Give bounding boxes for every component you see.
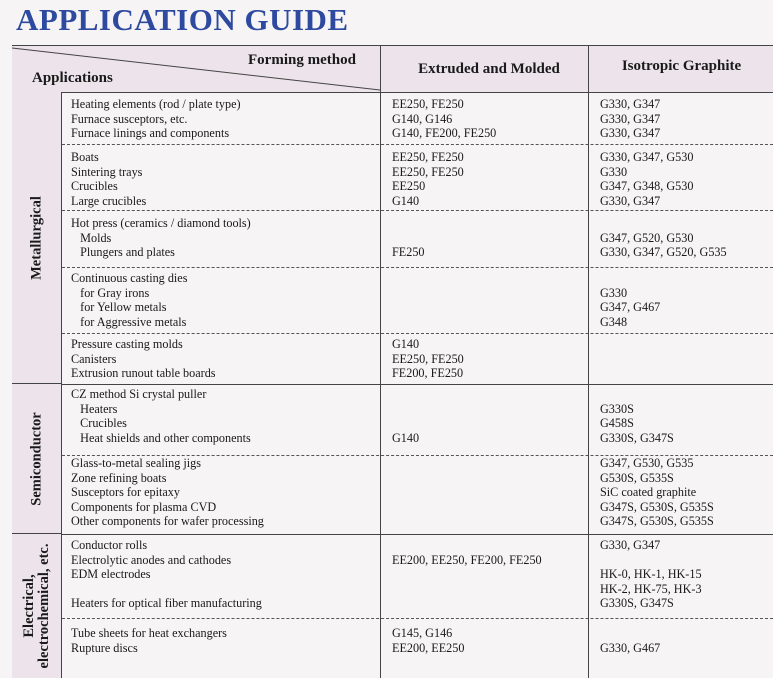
- cell-line: Continuous casting dies: [71, 271, 188, 285]
- table-cell-app: [71, 456, 264, 529]
- cell-line: G347, G520, G530: [600, 230, 694, 245]
- cell-line: Heat shields and other components: [71, 430, 251, 445]
- table-cell-app: [71, 271, 187, 329]
- cell-line: Extrusion runout table boards: [71, 366, 216, 381]
- header-forming-method: Forming method: [248, 52, 356, 68]
- cell-line: Tube sheets for heat exchangers: [71, 626, 227, 640]
- cell-line: Components for plasma CVD: [71, 499, 217, 514]
- cell-line: EE250: [392, 179, 426, 194]
- cell-line: G330, G347, G530: [600, 150, 694, 164]
- application-table: [12, 45, 773, 678]
- cell-line: G347S, G530S, G535S: [600, 514, 714, 529]
- cell-line: EDM electrodes: [71, 567, 151, 582]
- cell-line: [392, 567, 542, 582]
- table-cell-iso: [600, 538, 702, 611]
- header-extruded-molded: Extruded and Molded: [418, 61, 560, 77]
- cell-line: [392, 416, 419, 431]
- cell-line: FE250: [392, 245, 425, 260]
- cell-line: [600, 626, 660, 641]
- cell-line: G330, G347, G520, G535: [600, 245, 727, 260]
- cell-line: [71, 582, 262, 597]
- table-cell-ext: [392, 387, 419, 445]
- cell-line: Rupture discs: [71, 640, 138, 655]
- cell-line: HK-2, HK-75, HK-3: [600, 581, 702, 596]
- group-separator: [62, 384, 773, 385]
- cell-line: for Yellow metals: [71, 300, 167, 315]
- cell-line: G140: [392, 337, 420, 351]
- category-label: Semiconductor: [28, 411, 44, 506]
- cell-line: Boats: [71, 150, 99, 164]
- category-electrical: [12, 534, 62, 678]
- row-separator: [62, 267, 773, 268]
- row-separator: [62, 144, 773, 145]
- table-cell-iso: [600, 216, 727, 260]
- cell-line: Furnace linings and components: [71, 126, 230, 141]
- cell-line: [392, 596, 542, 611]
- cell-line: Sintering trays: [71, 164, 143, 179]
- table-cell-ext: [392, 216, 425, 260]
- table-cell-iso: [600, 387, 674, 445]
- cell-line: G140: [392, 193, 420, 208]
- cell-line: G140, G146: [392, 111, 453, 126]
- cell-line: [392, 402, 419, 417]
- cell-line: [392, 231, 425, 246]
- cell-line: Crucibles: [71, 179, 118, 194]
- table-cell-app: [71, 626, 227, 655]
- cell-line: [600, 216, 727, 231]
- table-cell-ext: [392, 538, 542, 611]
- cell-line: for Gray irons: [71, 285, 150, 300]
- cell-line: Heating elements (rod / plate type): [71, 97, 241, 111]
- table-cell-ext: [392, 337, 464, 381]
- header-isotropic-graphite: Isotropic Graphite: [621, 58, 742, 74]
- cell-line: EE200, EE250, FE200, FE250: [392, 552, 542, 567]
- table-cell-ext: [392, 97, 496, 141]
- cell-line: [392, 387, 419, 402]
- cell-line: Hot press (ceramics / diamond tools): [71, 216, 251, 230]
- column-divider: [380, 46, 381, 678]
- cell-line: Heaters: [71, 401, 118, 416]
- cell-line: G330S, G347S: [600, 596, 674, 611]
- cell-line: Conductor rolls: [71, 538, 148, 552]
- cell-line: for Aggressive metals: [71, 314, 187, 329]
- table-cell-app: [71, 216, 251, 260]
- row-separator: [62, 333, 773, 334]
- cell-line: [600, 553, 702, 568]
- cell-line: Other components for wafer processing: [71, 514, 264, 529]
- cell-line: G458S: [600, 416, 634, 431]
- row-separator: [62, 210, 773, 211]
- cell-line: [600, 387, 674, 402]
- cell-line: Furnace susceptors, etc.: [71, 111, 188, 126]
- cell-line: EE250, FE250: [392, 150, 464, 164]
- row-separator: [62, 618, 773, 619]
- cell-line: EE250, FE250: [392, 97, 464, 111]
- table-cell-app: [71, 97, 241, 141]
- cell-line: [600, 271, 660, 286]
- page-title: APPLICATION GUIDE: [16, 2, 349, 37]
- cell-line: G347, G467: [600, 300, 661, 315]
- cell-line: G330S, G347S: [600, 430, 674, 445]
- cell-line: G145, G146: [392, 626, 453, 640]
- table-cell-iso: [600, 626, 660, 655]
- cell-line: Glass-to-metal sealing jigs: [71, 456, 201, 470]
- cell-line: SiC coated graphite: [600, 485, 697, 500]
- cell-line: Susceptors for epitaxy: [71, 485, 180, 500]
- cell-line: EE250, FE250: [392, 164, 464, 179]
- cell-line: Canisters: [71, 351, 117, 366]
- cell-line: Large crucibles: [71, 193, 147, 208]
- category-label: Metallurgical: [28, 195, 44, 280]
- table-header: [12, 46, 773, 93]
- cell-line: Pressure casting molds: [71, 337, 183, 351]
- category-label: Electrical, electrochemical, etc.: [20, 543, 52, 669]
- category-semiconductor: [12, 384, 62, 534]
- cell-line: Molds: [71, 230, 112, 245]
- cell-line: [392, 538, 542, 553]
- cell-line: G330, G347: [600, 538, 661, 552]
- table-cell-app: [71, 337, 216, 381]
- table-cell-iso: [600, 271, 660, 329]
- cell-line: G140, FE200, FE250: [392, 126, 497, 141]
- cell-line: Electrolytic anodes and cathodes: [71, 552, 232, 567]
- cell-line: G140: [392, 430, 420, 445]
- cell-line: G330, G347: [600, 193, 661, 208]
- table-cell-ext: [392, 626, 464, 655]
- cell-line: EE200, EE250: [392, 640, 465, 655]
- cell-line: [392, 216, 425, 231]
- cell-line: Zone refining boats: [71, 470, 167, 485]
- cell-line: G347, G530, G535: [600, 456, 694, 470]
- group-separator: [62, 534, 773, 535]
- table-cell-iso: [600, 456, 714, 529]
- cell-line: CZ method Si crystal puller: [71, 387, 207, 401]
- table-cell-app: [71, 150, 146, 208]
- table-cell-app: [71, 387, 251, 445]
- cell-line: G348: [600, 314, 628, 329]
- cell-line: G330, G347: [600, 97, 661, 111]
- cell-line: G330, G467: [600, 640, 661, 655]
- cell-line: Crucibles: [71, 416, 127, 431]
- table-cell-iso: [600, 150, 693, 208]
- cell-line: G347, G348, G530: [600, 179, 694, 194]
- cell-line: G347S, G530S, G535S: [600, 499, 714, 514]
- cell-line: G530S, G535S: [600, 470, 674, 485]
- cell-line: FE200, FE250: [392, 366, 464, 381]
- header-applications: Applications: [32, 70, 113, 86]
- cell-line: Heaters for optical fiber manufacturing: [71, 596, 262, 611]
- cell-line: G330: [600, 164, 628, 179]
- category-metallurgical: [12, 92, 62, 384]
- cell-line: EE250, FE250: [392, 351, 464, 366]
- table-cell-app: [71, 538, 262, 611]
- table-cell-ext: [392, 150, 464, 208]
- cell-line: Plungers and plates: [71, 245, 175, 260]
- cell-line: HK-0, HK-1, HK-15: [600, 567, 702, 582]
- table-cell-iso: [600, 97, 660, 141]
- cell-line: G330, G347: [600, 126, 661, 141]
- column-divider: [588, 46, 589, 678]
- cell-line: [392, 582, 542, 597]
- cell-line: G330: [600, 285, 628, 300]
- cell-line: G330, G347: [600, 111, 661, 126]
- cell-line: G330S: [600, 401, 634, 416]
